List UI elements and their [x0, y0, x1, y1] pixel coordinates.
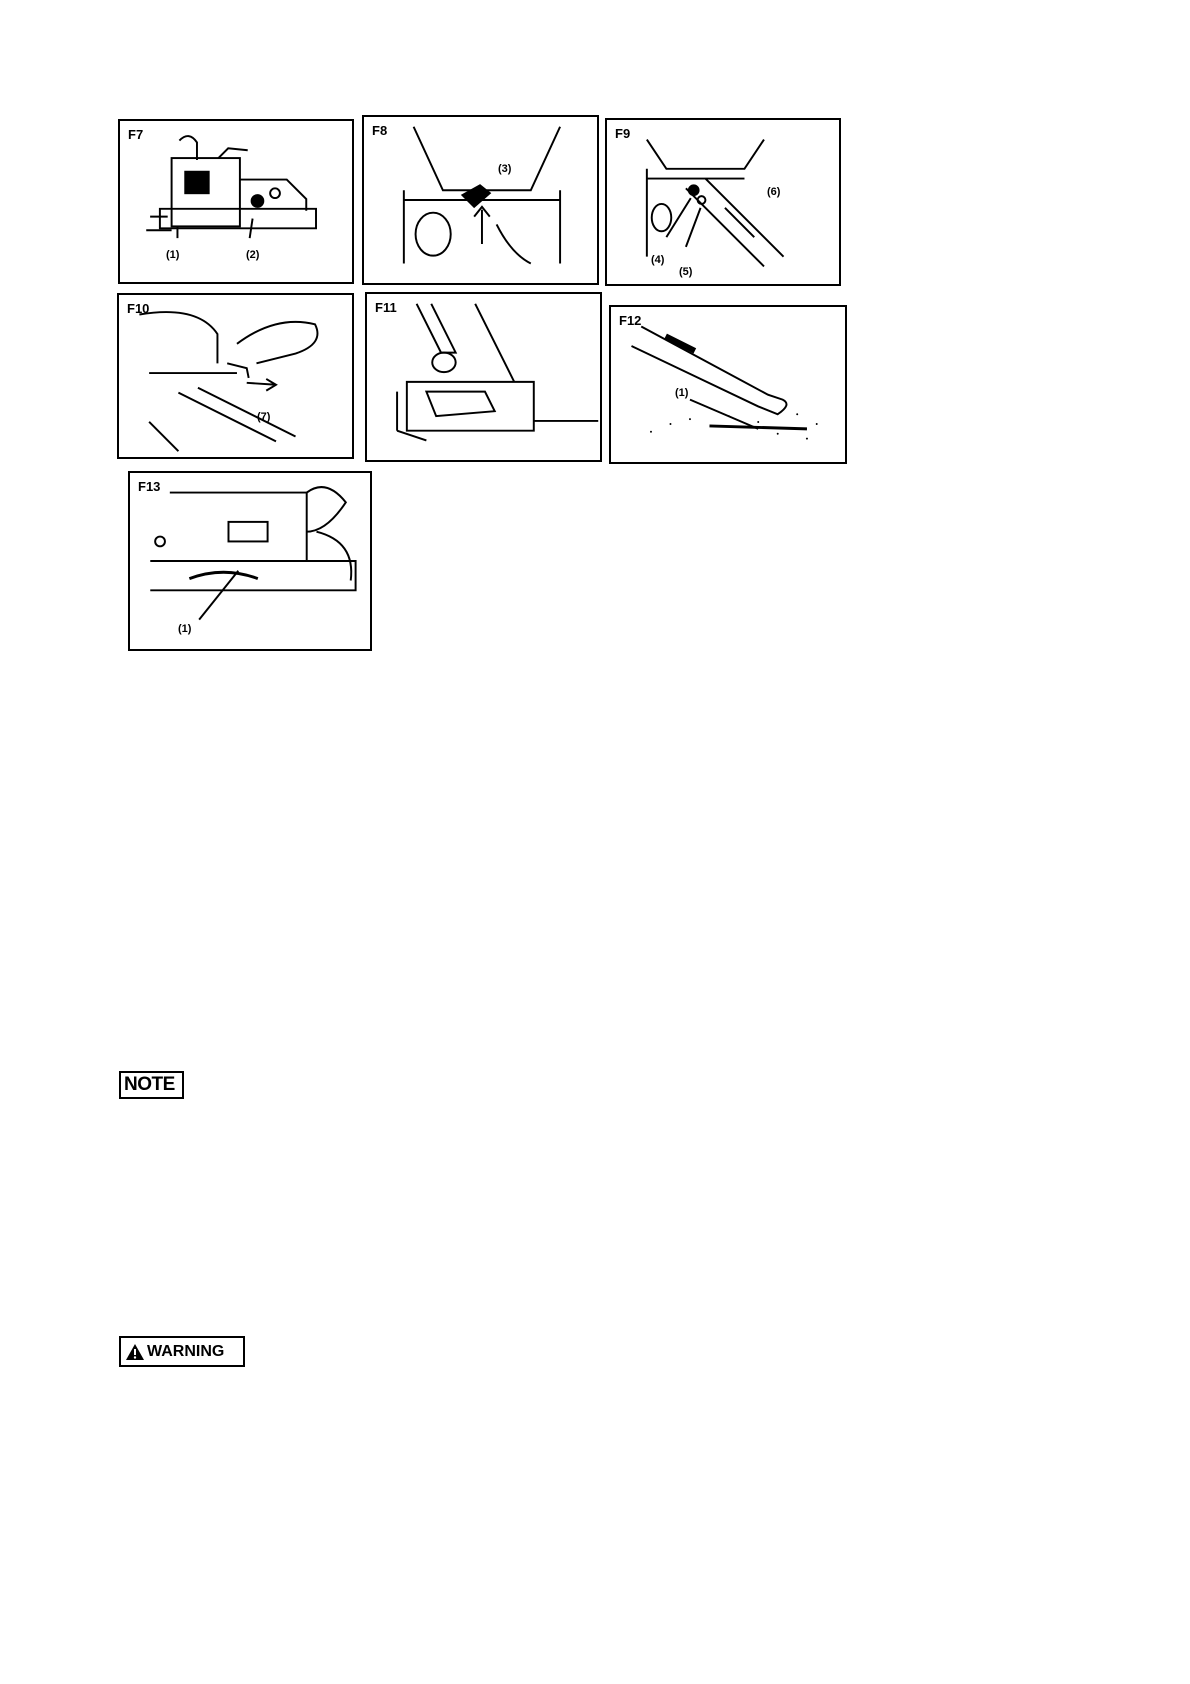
figure-f13: [128, 471, 372, 651]
callout-6: (6): [767, 186, 781, 198]
oil-adjustment-illustration: [130, 473, 370, 649]
warning-badge: [119, 1336, 245, 1367]
chain-oil-check-illustration: [611, 307, 845, 462]
figure-f9: [605, 118, 841, 286]
note-label: NOTE: [124, 1074, 175, 1095]
callout-7: (7): [257, 411, 271, 423]
callout-2: (2): [246, 249, 260, 261]
callout-1: (1): [675, 387, 689, 399]
figure-f10: [117, 293, 354, 459]
callout-1: (1): [166, 249, 180, 261]
chain-tension-check-illustration: [367, 294, 600, 460]
tension-screw-illustration: [119, 295, 352, 457]
figure-label: F11: [375, 300, 397, 315]
fuel-cap-illustration: [364, 117, 597, 283]
callout-5: (5): [679, 266, 693, 278]
figure-f8: [362, 115, 599, 285]
warning-label: WARNING: [147, 1342, 225, 1360]
figure-label: F12: [619, 313, 642, 328]
callout-1: (1): [178, 623, 192, 635]
chainsaw-side-illustration: [120, 121, 352, 282]
callout-4: (4): [651, 254, 665, 266]
note-badge: [119, 1071, 184, 1099]
figure-f12: [609, 305, 847, 464]
figure-f11: [365, 292, 602, 462]
callout-3: (3): [498, 163, 512, 175]
bar-nut-illustration: [607, 120, 839, 284]
figure-label: F7: [128, 127, 144, 142]
warning-triangle-icon: [125, 1343, 145, 1361]
figure-f7: [118, 119, 354, 284]
figure-label: F10: [127, 301, 150, 316]
figure-label: F9: [615, 126, 631, 141]
figure-label: F13: [138, 479, 161, 494]
figure-label: F8: [372, 123, 388, 138]
